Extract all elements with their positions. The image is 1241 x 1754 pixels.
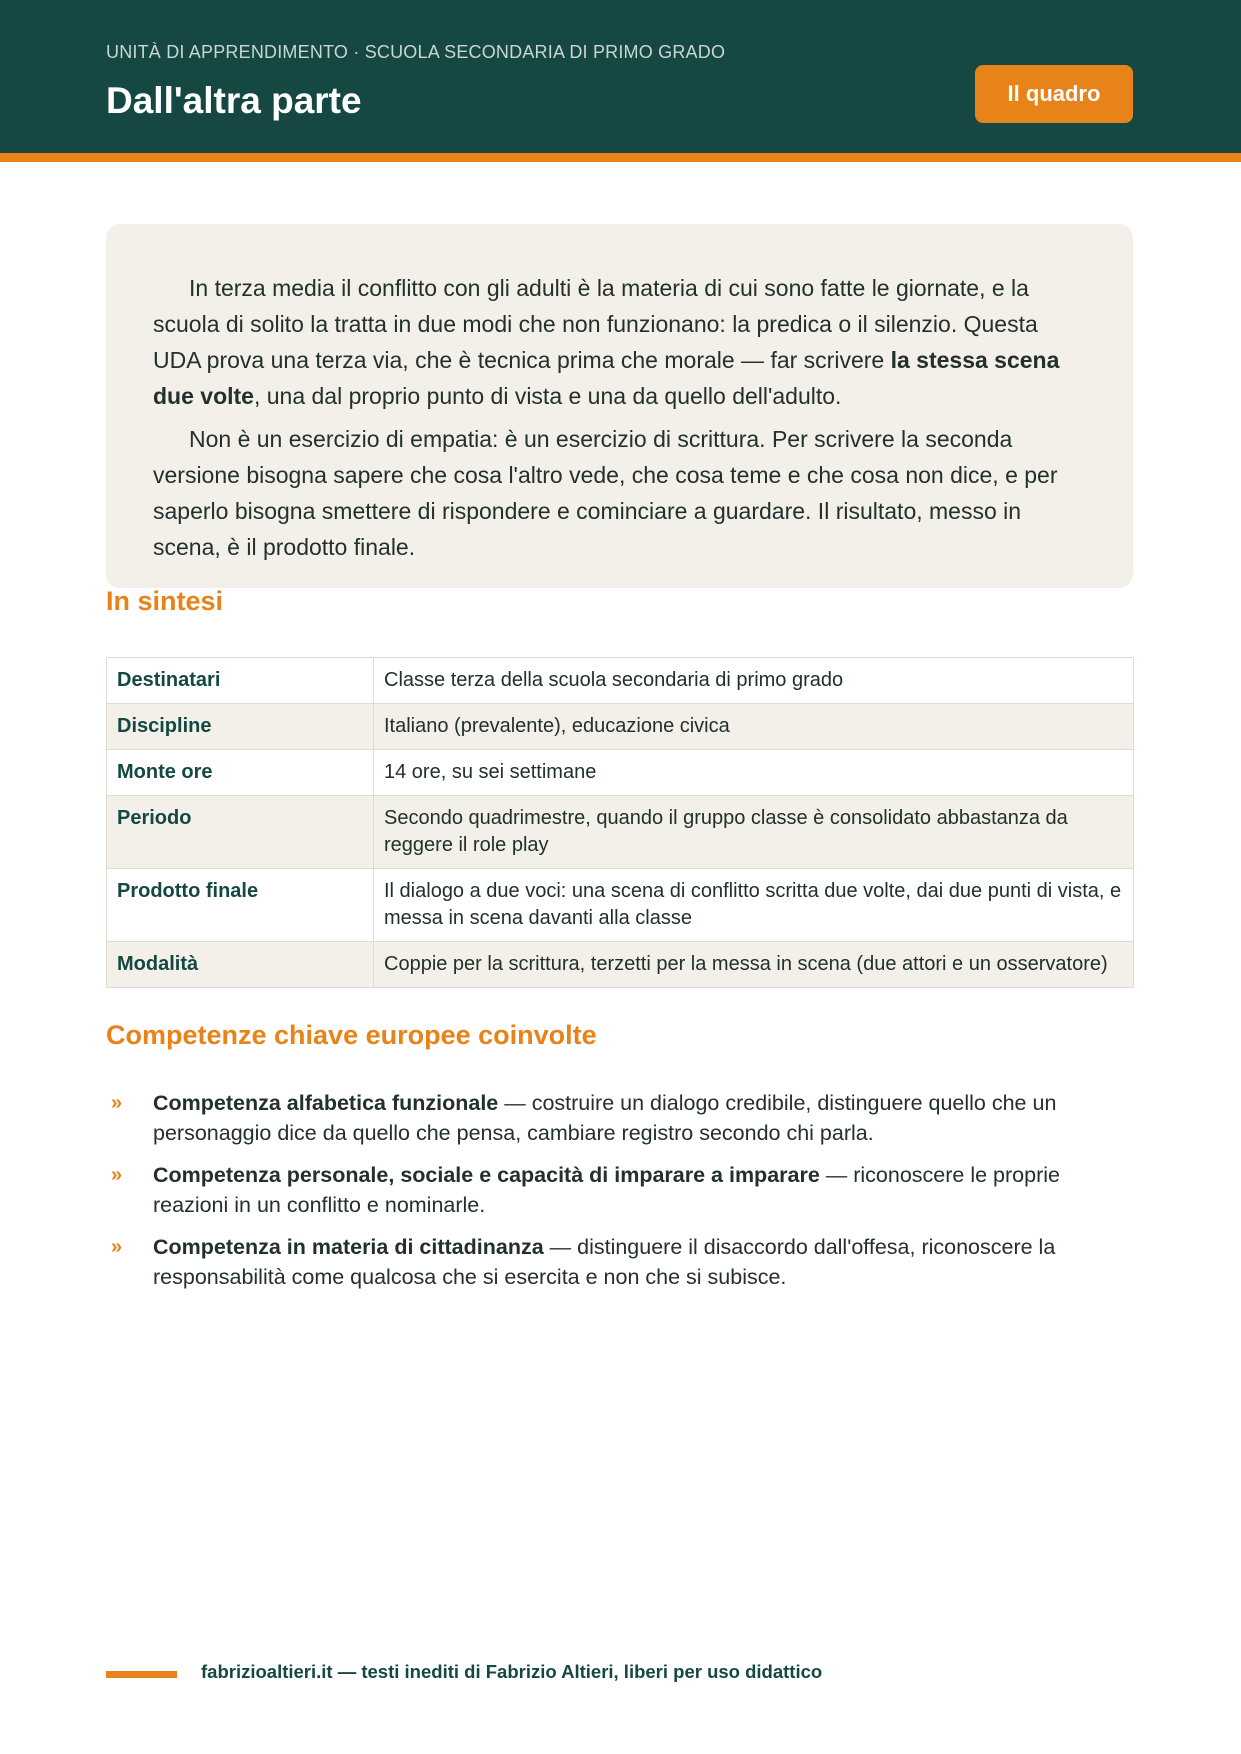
- chevron-right-icon: »: [111, 1092, 123, 1114]
- footer-credit: fabrizioaltieri.it — testi inediti di Fabrizio Altieri, liberi per uso didattico: [201, 1661, 823, 1682]
- competence-title: Competenza alfabetica funzionale: [153, 1091, 499, 1115]
- table-key: Modalità: [107, 942, 374, 988]
- table-value: Italiano (prevalente), educazione civica: [374, 704, 1134, 750]
- section-badge-button[interactable]: Il quadro: [975, 65, 1133, 123]
- chevron-right-icon: »: [111, 1236, 123, 1258]
- intro-paragraph: Non è un esercizio di empatia: è un esercizio di scrittura. Per scrivere la seconda versione bisogna sapere che cosa l'altro vede, che cosa teme e che cosa non dice, e per saperlo bisogna smettere di rispondere e cominciare a guardare. Il risultato, messo in scena, è il prodotto finale.: [153, 426, 1058, 560]
- intro-paragraph: [153, 270, 1087, 414]
- competence-title: Competenza personale, sociale e capacità di imparare a imparare: [153, 1163, 820, 1187]
- competence-text: — riconoscere le proprie reazioni in un conflitto e nominarle.: [153, 1163, 1060, 1217]
- intro-text: , una dal proprio punto di vista e una da quello dell'adulto.: [253, 383, 842, 409]
- intro-text: In terza media il conflitto con gli adulti è la materia di cui sono fatte le giornate, e la scuola di solito la tratta in due modi che non funzionano: la predica o il silenzio. Questa UDA prova una terza via, che è tecnica prima che morale — far scrivere: [153, 275, 1038, 373]
- page-header: [0, 0, 1241, 162]
- table-row: [107, 869, 1134, 942]
- summary-table: [106, 657, 1134, 988]
- header-kicker: UNITÀ DI APPRENDIMENTO · SCUOLA SECONDARIA DI PRIMO GRADO: [106, 42, 726, 62]
- competence-title: Competenza in materia di cittadinanza: [153, 1235, 544, 1259]
- competence-list: [106, 1088, 1136, 1304]
- table-row: [107, 750, 1134, 796]
- competence-text: — costruire un dialogo credibile, distinguere quello che un personaggio dice da quello che pensa, cambiare registro secondo chi parla.: [153, 1091, 1057, 1145]
- footer-accent-bar: [106, 1671, 177, 1678]
- table-row: [107, 796, 1134, 869]
- section-heading-competenze: Competenze chiave europee coinvolte: [106, 1020, 597, 1050]
- intro-emphasis: la stessa scena due volte: [153, 347, 1060, 409]
- section-heading-sintesi: In sintesi: [106, 586, 224, 616]
- table-key: Periodo: [107, 796, 374, 869]
- table-key: Monte ore: [107, 750, 374, 796]
- table-value: Classe terza della scuola secondaria di primo grado: [374, 658, 1134, 704]
- list-item: [106, 1232, 1136, 1292]
- table-value: Coppie per la scrittura, terzetti per la messa in scena (due attori e un osservatore): [374, 942, 1134, 988]
- table-key: Destinatari: [107, 658, 374, 704]
- table-value: 14 ore, su sei settimane: [374, 750, 1134, 796]
- table-key: Discipline: [107, 704, 374, 750]
- table-value: Secondo quadrimestre, quando il gruppo classe è consolidato abbastanza da reggere il role play: [374, 796, 1134, 869]
- chevron-right-icon: »: [111, 1164, 123, 1186]
- table-row: [107, 658, 1134, 704]
- table-key: Prodotto finale: [107, 869, 374, 942]
- page-title: Dall'altra parte: [106, 80, 362, 121]
- intro-panel: [106, 224, 1133, 588]
- table-row: [107, 942, 1134, 988]
- list-item: [106, 1088, 1136, 1148]
- table-row: [107, 704, 1134, 750]
- list-item: [106, 1160, 1136, 1220]
- competence-text: — distinguere il disaccordo dall'offesa, riconoscere la responsabilità come qualcosa che si esercita e non che si subisce.: [153, 1235, 1056, 1289]
- table-value: Il dialogo a due voci: una scena di conflitto scritta due volte, dai due punti di vista, e messa in scena davanti alla classe: [374, 869, 1134, 942]
